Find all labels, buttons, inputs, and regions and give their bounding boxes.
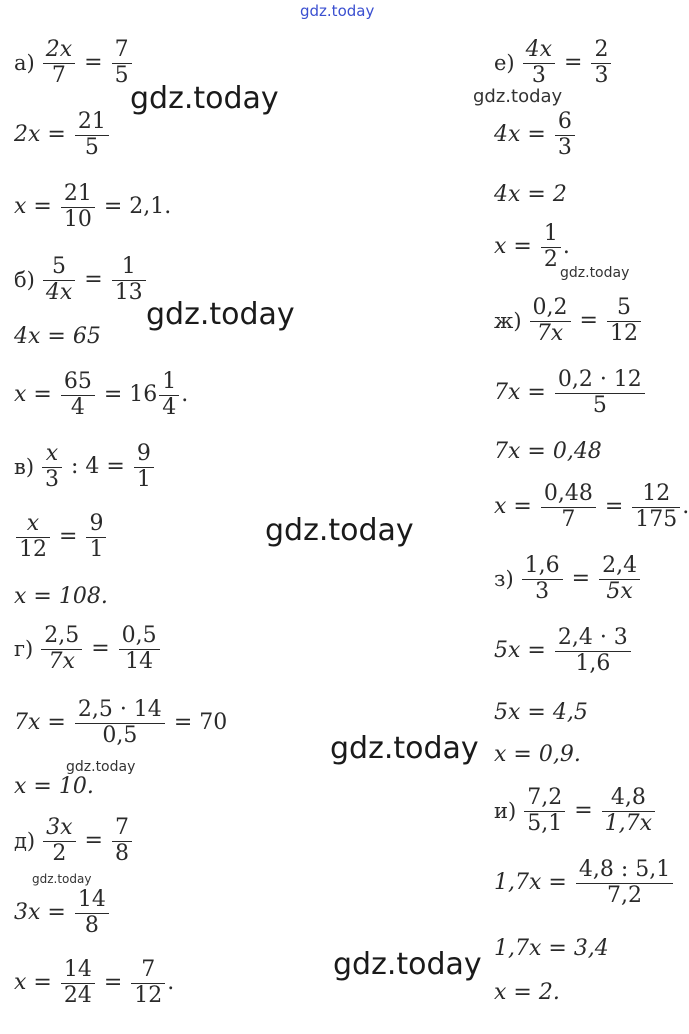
watermark: gdz.today [130,81,279,116]
equals: = [47,710,66,736]
eq-z-3 [494,702,588,724]
fraction [602,786,655,836]
denominator: 5 [114,62,129,88]
numerator: 21 [77,109,106,134]
fraction [112,38,132,88]
eq-a-2 [14,110,111,160]
equals: = [548,870,567,896]
equals: = [564,50,583,76]
fraction [555,626,631,676]
equals: = [579,308,598,334]
numerator: 65 [63,369,92,394]
eq-e-1 [494,38,613,88]
fraction [43,816,75,866]
eq-a-1 [14,38,134,88]
denominator: 24 [63,982,92,1008]
item-label-i: и) [494,798,517,823]
lhs: 7x [14,710,41,736]
equals: = [513,494,532,520]
denominator: 4 [70,394,85,420]
denominator: 12 [19,536,47,562]
equation-text: 1,7x = 3,4 [494,936,609,961]
fraction [555,110,575,160]
whole-part: 16 [129,382,158,408]
numerator: 5 [616,295,631,320]
eq-b-1 [14,255,148,305]
denominator: 3 [594,62,609,88]
operator: : 4 = [71,454,125,480]
item-label-zh: ж) [494,308,522,333]
numerator: 1 [162,369,177,394]
equation-text: x = 0,9. [494,742,581,767]
eq-zh-3 [494,441,602,463]
equals: = [84,50,103,76]
numerator: 0,2 [532,295,568,320]
denominator: 7x [48,648,75,674]
lhs: 5x [494,638,521,664]
numerator: 5 [52,254,67,279]
denominator: 5,1 [527,810,563,836]
denominator: 175 [635,506,678,532]
fraction [159,370,179,420]
eq-z-1 [494,554,642,604]
equals: = [574,798,593,824]
equals: = [173,710,193,736]
watermark: gdz.today [473,86,563,107]
equals: = [527,122,546,148]
denominator: 1,6 [575,650,611,676]
eq-zh-1 [494,296,643,346]
numerator: 1 [121,254,136,279]
denominator: 7x [536,320,564,346]
numerator: 21 [63,181,92,206]
denominator: 4x [45,279,73,305]
equals: = [103,970,123,996]
watermark: gdz.today [265,513,414,548]
numerator: 3x [46,815,73,840]
fraction [112,816,132,866]
item-label-a: а) [14,50,35,75]
equals: = [84,267,103,293]
denominator: 8 [84,912,99,938]
fraction [541,482,596,532]
equation-text: x = 108. [14,584,108,609]
denominator: 5 [84,134,99,160]
fraction [112,255,146,305]
lhs: x [14,194,27,220]
period: . [682,494,689,520]
eq-b-3 [14,370,188,420]
equation-text: x = 2. [494,980,560,1005]
denominator: 7 [51,62,66,88]
item-label-g: г) [14,636,34,661]
fraction [61,958,95,1008]
numerator: 6 [557,109,572,134]
result: 70 [199,710,228,736]
equals: = [59,524,78,550]
eq-g-3 [14,776,94,798]
fraction [632,482,680,532]
eq-g-2 [14,698,227,748]
fraction [555,368,645,418]
denominator: 10 [63,206,92,232]
eq-d-3 [14,958,174,1008]
item-label-v: в) [14,454,35,479]
numerator: 1 [543,221,558,246]
equals: = [84,828,103,854]
numerator: 2,4 [602,553,638,578]
equals: = [47,900,66,926]
fraction [134,442,154,492]
fraction [86,512,106,562]
lhs: x [494,234,507,260]
denominator: 2 [52,840,67,866]
equals: = [103,194,123,220]
denominator: 2 [543,246,558,272]
denominator: 3 [557,134,572,160]
numerator: 0,2 · 12 [557,367,642,392]
fraction [42,442,62,492]
numerator: 7 [114,37,129,62]
eq-i-4 [494,982,560,1004]
eq-e-4 [494,222,570,272]
lhs: 1,7x [494,870,542,896]
fraction [41,624,82,674]
item-label-b: б) [14,267,35,292]
numerator: 14 [77,887,106,912]
fraction [75,698,165,748]
numerator: 2,4 · 3 [557,625,628,650]
numerator: 12 [642,481,671,506]
denominator: 7 [561,506,576,532]
numerator: 7 [114,815,129,840]
watermark: gdz.today [560,265,630,281]
denominator: 1 [136,466,151,492]
denominator: 1 [89,536,104,562]
lhs: x [494,494,507,520]
denominator: 13 [114,279,143,305]
numerator: 4x [525,37,553,62]
fraction [541,222,561,272]
numerator: 7 [141,957,156,982]
eq-zh-4 [494,482,689,532]
period: . [167,970,175,996]
equals: = [527,380,546,406]
item-label-e: е) [494,50,515,75]
denominator: 7,2 [607,882,643,908]
equation-text: x = 10. [14,774,94,799]
eq-e-3 [494,184,567,206]
item-label-d: д) [14,828,36,853]
equals: = [513,234,532,260]
denominator: 3 [535,578,550,604]
fraction [131,958,165,1008]
equation-text: 4x = 2 [494,182,567,207]
numerator: 2 [594,37,609,62]
lhs: 3x [14,900,41,926]
fraction [524,786,565,836]
denominator: 4 [162,394,177,420]
lhs: 4x [494,122,521,148]
denominator: 5 [592,392,607,418]
period: . [562,234,570,260]
numerator: 4,8 [610,785,646,810]
watermark-top: gdz.today [300,2,375,20]
eq-zh-2 [494,368,647,418]
equation-text: 5x = 4,5 [494,700,588,725]
denominator: 8 [114,840,129,866]
eq-g-1 [14,624,162,674]
numerator: 2x [45,37,73,62]
eq-i-2 [494,858,675,908]
denominator: 0,5 [102,722,138,748]
eq-z-2 [494,626,633,676]
numerator: 9 [136,441,151,466]
eq-v-1 [14,442,156,492]
numerator: 1,6 [524,553,560,578]
lhs: 2x [14,122,41,148]
fraction [599,554,640,604]
denominator: 5x [606,578,633,604]
equals: = [103,382,123,408]
fraction [523,38,555,88]
denominator: 12 [609,320,638,346]
watermark: gdz.today [32,872,92,886]
fraction [530,296,571,346]
denominator: 1,7x [604,810,653,836]
equation-text: 4x = 65 [14,324,101,349]
denominator: 12 [134,982,163,1008]
denominator: 14 [125,648,154,674]
fraction [607,296,641,346]
fraction [16,512,50,562]
numerator: x [45,441,59,466]
eq-e-2 [494,110,577,160]
eq-d-2 [14,888,111,938]
numerator: 9 [89,511,104,536]
equals: = [571,566,591,592]
result: 2,1. [129,194,172,220]
equation-text: 7x = 0,48 [494,439,602,464]
fraction [119,624,160,674]
numerator: 2,5 · 14 [77,697,162,722]
fraction [43,38,75,88]
watermark: gdz.today [66,759,136,775]
eq-z-4 [494,744,581,766]
fraction [75,888,109,938]
equals: = [33,194,52,220]
fraction [61,182,95,232]
period: . [181,382,189,408]
eq-d-1 [14,816,134,866]
eq-i-3 [494,938,609,960]
numerator: 0,5 [121,623,157,648]
numerator: x [26,511,40,536]
eq-v-3 [14,586,108,608]
numerator: 14 [63,957,92,982]
fraction [522,554,563,604]
denominator: 3 [45,466,60,492]
equals: = [91,636,110,662]
equals: = [47,122,66,148]
fraction [591,38,611,88]
equals: = [527,638,546,664]
lhs: 7x [494,380,521,406]
eq-i-1 [494,786,657,836]
watermark: gdz.today [330,731,479,766]
equals: = [33,970,52,996]
watermark: gdz.today [333,947,482,982]
equals: = [604,494,624,520]
numerator: 0,48 [543,481,593,506]
eq-v-2 [14,512,108,562]
fraction [43,255,75,305]
numerator: 7,2 [527,785,563,810]
numerator: 4,8 : 5,1 [578,857,671,882]
eq-b-2 [14,326,101,348]
fraction [61,370,95,420]
fraction [75,110,109,160]
fraction [576,858,673,908]
numerator: 2,5 [44,623,80,648]
equals: = [33,382,52,408]
watermark: gdz.today [146,297,295,332]
eq-a-3 [14,182,171,232]
denominator: 3 [531,62,546,88]
lhs: x [14,382,27,408]
lhs: x [14,970,27,996]
item-label-z: з) [494,566,514,591]
